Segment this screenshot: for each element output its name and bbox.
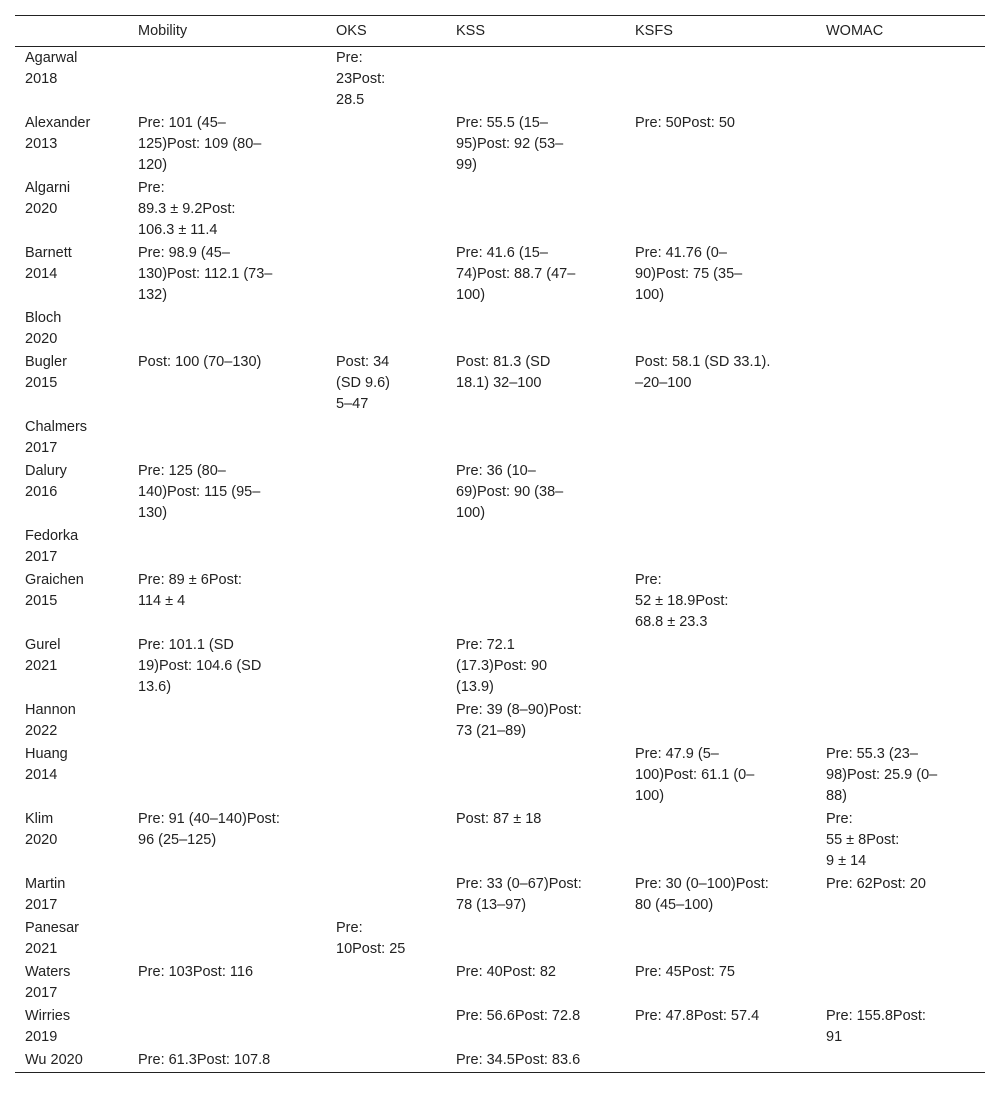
kss-cell: Pre: 41.6 (15– 74)Post: 88.7 (47– 100) xyxy=(456,245,576,303)
ksfs-cell: Pre: 45Post: 75 xyxy=(635,964,735,980)
oks-cell xyxy=(326,1005,446,1049)
womac-cell xyxy=(816,47,985,113)
header-mobility: Mobility xyxy=(138,23,188,39)
oks-cell xyxy=(326,699,446,743)
oks-cell xyxy=(326,961,446,1005)
kss-cell: Pre: 39 (8–90)Post: 73 (21–89) xyxy=(456,702,582,739)
results-table xyxy=(15,15,985,1073)
womac-cell xyxy=(816,416,985,460)
oks-cell xyxy=(326,634,446,699)
ksfs-cell xyxy=(625,1049,816,1073)
study-cell: Wu 2020 xyxy=(25,1052,83,1068)
table-row xyxy=(15,569,985,634)
oks-cell xyxy=(326,307,446,351)
ksfs-cell xyxy=(625,460,816,525)
womac-cell xyxy=(816,1049,985,1073)
mobility-cell xyxy=(128,525,326,569)
ksfs-cell: Pre: 50Post: 50 xyxy=(635,115,735,131)
mobility-cell: Pre: 101 (45– 125)Post: 109 (80– 120) xyxy=(138,115,262,173)
ksfs-cell xyxy=(625,416,816,460)
womac-cell: Pre: 55.3 (23– 98)Post: 25.9 (0– 88) xyxy=(826,746,938,804)
ksfs-cell xyxy=(625,47,816,113)
kss-cell: Pre: 56.6Post: 72.8 xyxy=(456,1008,581,1024)
table-row xyxy=(15,460,985,525)
womac-cell xyxy=(816,525,985,569)
header-row xyxy=(15,16,985,47)
mobility-cell: Pre: 89.3 ± 9.2Post: 106.3 ± 11.4 xyxy=(138,180,236,238)
header-kss: KSS xyxy=(456,23,486,39)
ksfs-cell xyxy=(625,699,816,743)
kss-cell xyxy=(446,525,625,569)
table-row xyxy=(15,112,985,177)
study-cell: Barnett 2014 xyxy=(25,245,72,282)
ksfs-cell xyxy=(625,808,816,873)
oks-cell: Pre: 23Post: 28.5 xyxy=(336,50,386,108)
table-row xyxy=(15,808,985,873)
table-row xyxy=(15,177,985,242)
mobility-cell: Pre: 125 (80– 140)Post: 115 (95– 130) xyxy=(138,463,261,521)
oks-cell xyxy=(326,242,446,307)
study-cell: Panesar 2021 xyxy=(25,920,80,957)
womac-cell: Pre: 62Post: 20 xyxy=(826,876,926,892)
mobility-cell: Post: 100 (70–130) xyxy=(138,354,262,370)
womac-cell xyxy=(816,177,985,242)
mobility-cell: Pre: 101.1 (SD 19)Post: 104.6 (SD 13.6) xyxy=(138,637,262,695)
mobility-cell: Pre: 91 (40–140)Post: 96 (25–125) xyxy=(138,811,280,848)
study-cell: Hannon 2022 xyxy=(25,702,76,739)
kss-cell xyxy=(446,917,625,961)
table-row xyxy=(15,1005,985,1049)
womac-cell xyxy=(816,699,985,743)
table-row xyxy=(15,873,985,917)
ksfs-cell xyxy=(625,634,816,699)
kss-cell: Pre: 40Post: 82 xyxy=(456,964,556,980)
kss-cell: Post: 81.3 (SD 18.1) 32–100 xyxy=(456,354,551,391)
ksfs-cell: Post: 58.1 (SD 33.1). –20–100 xyxy=(635,354,771,391)
ksfs-cell xyxy=(625,177,816,242)
header-womac: WOMAC xyxy=(826,23,884,39)
oks-cell xyxy=(326,112,446,177)
table-row xyxy=(15,699,985,743)
mobility-cell: Pre: 103Post: 116 xyxy=(138,964,254,980)
oks-cell xyxy=(326,1049,446,1073)
table-row xyxy=(15,242,985,307)
study-cell: Bloch 2020 xyxy=(25,310,62,347)
womac-cell xyxy=(816,460,985,525)
mobility-cell: Pre: 98.9 (45– 130)Post: 112.1 (73– 132) xyxy=(138,245,273,303)
womac-cell: Pre: 55 ± 8Post: 9 ± 14 xyxy=(826,811,900,869)
study-cell: Klim 2020 xyxy=(25,811,58,848)
table-row xyxy=(15,525,985,569)
study-cell: Huang 2014 xyxy=(25,746,68,783)
womac-cell: Pre: 155.8Post: 91 xyxy=(826,1008,926,1045)
kss-cell: Post: 87 ± 18 xyxy=(456,811,542,827)
study-cell: Dalury 2016 xyxy=(25,463,67,500)
womac-cell xyxy=(816,961,985,1005)
womac-cell xyxy=(816,242,985,307)
womac-cell xyxy=(816,112,985,177)
table-row xyxy=(15,634,985,699)
table-row xyxy=(15,1049,985,1073)
mobility-cell xyxy=(128,47,326,113)
table-body xyxy=(15,47,985,1073)
table-row xyxy=(15,351,985,416)
mobility-cell xyxy=(128,1005,326,1049)
table-row xyxy=(15,307,985,351)
kss-cell: Pre: 33 (0–67)Post: 78 (13–97) xyxy=(456,876,582,913)
study-cell: Gurel 2021 xyxy=(25,637,61,674)
oks-cell: Post: 34 (SD 9.6) 5–47 xyxy=(336,354,390,412)
oks-cell xyxy=(326,569,446,634)
header-ksfs: KSFS xyxy=(635,23,673,39)
study-cell: Graichen 2015 xyxy=(25,572,84,609)
study-cell: Bugler 2015 xyxy=(25,354,67,391)
ksfs-cell xyxy=(625,525,816,569)
study-cell: Algarni 2020 xyxy=(25,180,71,217)
kss-cell xyxy=(446,416,625,460)
table-row xyxy=(15,917,985,961)
kss-cell xyxy=(446,47,625,113)
ksfs-cell: Pre: 30 (0–100)Post: 80 (45–100) xyxy=(635,876,769,913)
oks-cell xyxy=(326,177,446,242)
mobility-cell xyxy=(128,917,326,961)
header-oks: OKS xyxy=(336,23,367,39)
study-cell: Agarwal 2018 xyxy=(25,50,78,87)
kss-cell xyxy=(446,307,625,351)
womac-cell xyxy=(816,351,985,416)
mobility-cell xyxy=(128,743,326,808)
header-study xyxy=(15,16,128,47)
mobility-cell: Pre: 89 ± 6Post: 114 ± 4 xyxy=(138,572,242,609)
table-row xyxy=(15,47,985,113)
table-row xyxy=(15,961,985,1005)
womac-cell xyxy=(816,569,985,634)
ksfs-cell xyxy=(625,307,816,351)
study-cell: Chalmers 2017 xyxy=(25,419,88,456)
ksfs-cell: Pre: 47.9 (5– 100)Post: 61.1 (0– 100) xyxy=(635,746,755,804)
kss-cell: Pre: 36 (10– 69)Post: 90 (38– 100) xyxy=(456,463,564,521)
ksfs-cell: Pre: 52 ± 18.9Post: 68.8 ± 23.3 xyxy=(635,572,729,630)
kss-cell: Pre: 34.5Post: 83.6 xyxy=(456,1052,581,1068)
oks-cell xyxy=(326,743,446,808)
kss-cell: Pre: 72.1 (17.3)Post: 90 (13.9) xyxy=(456,637,548,695)
ksfs-cell xyxy=(625,917,816,961)
mobility-cell xyxy=(128,416,326,460)
oks-cell xyxy=(326,460,446,525)
kss-cell xyxy=(446,569,625,634)
womac-cell xyxy=(816,917,985,961)
oks-cell xyxy=(326,808,446,873)
mobility-cell xyxy=(128,873,326,917)
kss-cell xyxy=(446,743,625,808)
study-cell: Alexander 2013 xyxy=(25,115,91,152)
oks-cell xyxy=(326,416,446,460)
oks-cell: Pre: 10Post: 25 xyxy=(336,920,406,957)
kss-cell xyxy=(446,177,625,242)
study-cell: Fedorka 2017 xyxy=(25,528,79,565)
oks-cell xyxy=(326,873,446,917)
study-cell: Wirries 2019 xyxy=(25,1008,71,1045)
womac-cell xyxy=(816,307,985,351)
study-cell: Waters 2017 xyxy=(25,964,71,1001)
womac-cell xyxy=(816,634,985,699)
mobility-cell: Pre: 61.3Post: 107.8 xyxy=(138,1052,271,1068)
mobility-cell xyxy=(128,699,326,743)
ksfs-cell: Pre: 41.76 (0– 90)Post: 75 (35– 100) xyxy=(635,245,743,303)
table-row xyxy=(15,743,985,808)
ksfs-cell: Pre: 47.8Post: 57.4 xyxy=(635,1008,760,1024)
mobility-cell xyxy=(128,307,326,351)
kss-cell: Pre: 55.5 (15– 95)Post: 92 (53– 99) xyxy=(456,115,564,173)
oks-cell xyxy=(326,525,446,569)
table-row xyxy=(15,416,985,460)
study-cell: Martin 2017 xyxy=(25,876,66,913)
